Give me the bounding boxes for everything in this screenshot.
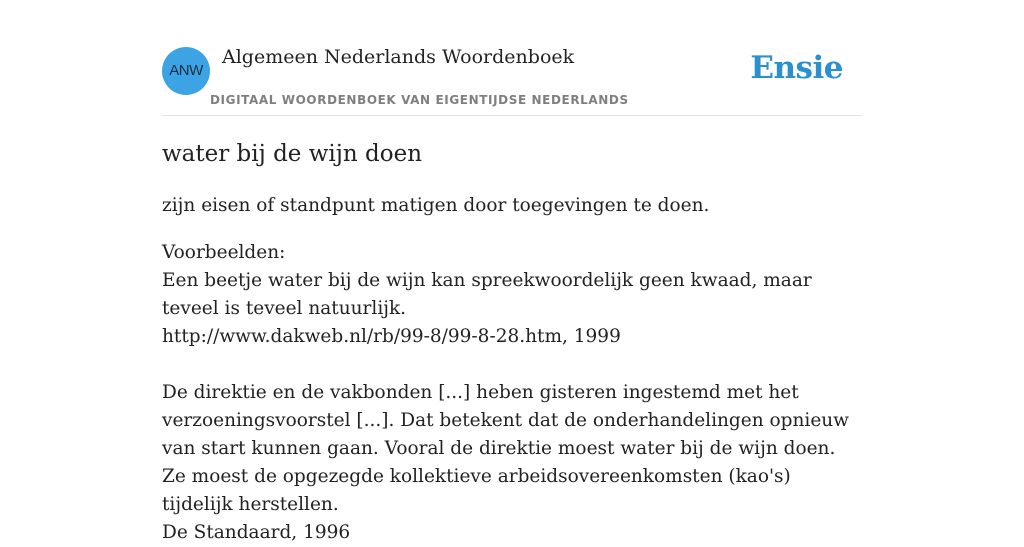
entry-definition: zijn eisen of standpunt matigen door toegevingen te doen. [162,195,710,216]
examples-section [162,239,862,547]
example-divider [162,351,862,379]
examples-label: Voorbeelden: [162,242,286,263]
example-source: De Standaard, 1996 [162,522,351,543]
anw-logo[interactable]: ANW [162,47,210,95]
entry-content [162,138,862,547]
example-text: De direktie en de vakbonden [...] heben gisteren ingestemd met het verzoeningsvoorstel [...]. Dat betekent dat de onderhandelingen opnieuw van start kunnen gaan. Vooral de direktie moest water bij de wijn doen. Ze moest de opgezegde kollektieve arbeidsovereenkomsten (kao's) tijdelijk herstellen. [162,382,850,515]
entry-title: water bij de wijn doen [162,141,423,167]
ensie-brand-link[interactable]: Ensie [750,50,843,86]
site-header [162,0,862,116]
example-text: Een beetje water bij de wijn kan spreekwoordelijk geen kwaad, maar teveel is teveel natuurlijk. [162,270,812,319]
site-title[interactable]: Algemeen Nederlands Woordenboek [222,46,575,68]
example-item [162,379,862,547]
example-source: http://www.dakweb.nl/rb/99-8/99-8-28.htm, 1999 [162,326,621,347]
site-subtitle: DIGITAAL WOORDENBOEK VAN EIGENTIJDSE NEDERLANDS [210,93,629,107]
example-item [162,267,862,351]
